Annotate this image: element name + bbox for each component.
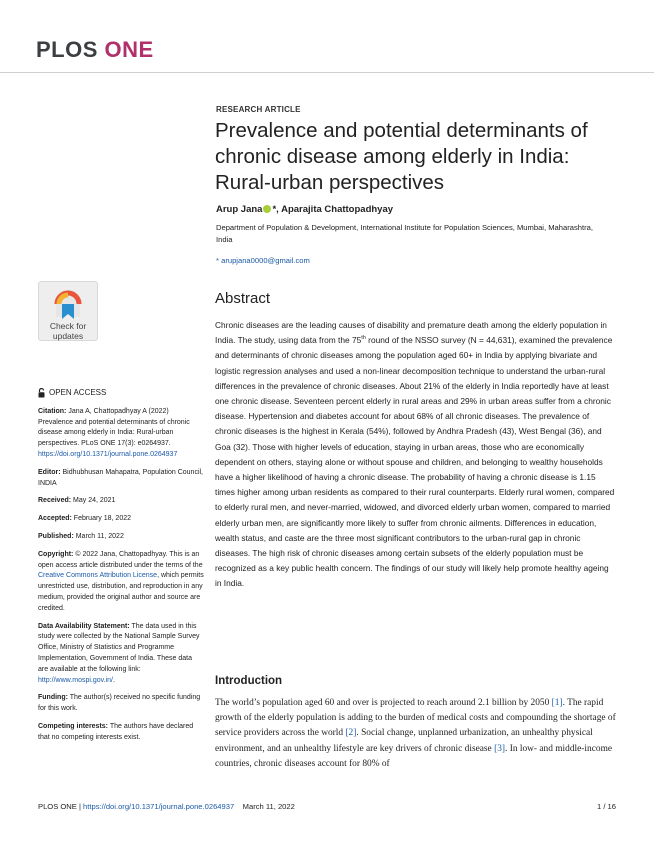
copyright-text-end: , which permits unrestricted use, distribution, and reproduction in any medium, provided the original author and source are credited.	[38, 572, 204, 612]
competing-interests-label: Competing interests:	[38, 722, 109, 730]
correspondence	[216, 256, 310, 265]
citation-text: Jana A, Chattopadhyay A (2022) Prevalence and potential determinants of chronic disease among elderly in India: Rural-urban perspectives. PLoS ONE 17(3): e0264937.	[38, 407, 190, 448]
author-name[interactable]: Arup Jana	[216, 204, 263, 215]
footer-journal: PLOS ONE	[38, 802, 77, 811]
competing-interests-text: The authors have declared that no competing interests exist.	[38, 722, 194, 741]
copyright-text: © 2022 Jana, Chattopadhyay. This is an open access article distributed under the terms of the	[38, 550, 203, 569]
open-access-label	[38, 388, 204, 399]
published-date: March 11, 2022	[73, 532, 124, 540]
logo-plos: PLOS	[36, 37, 98, 62]
introduction-heading: Introduction	[215, 675, 283, 687]
citation-label: Citation:	[38, 407, 67, 415]
published-block	[38, 532, 204, 543]
author-list	[216, 204, 393, 215]
orcid-icon[interactable]	[263, 205, 271, 213]
data-availability-end: .	[112, 676, 115, 684]
plos-one-logo[interactable]	[36, 37, 154, 63]
reference-link[interactable]: [3]	[494, 743, 506, 754]
received-block	[38, 496, 204, 507]
article-title: Prevalence and potential determinants of chronic disease among elderly in India: Rural-urban perspectives	[215, 119, 588, 194]
reference-link[interactable]: [1]	[551, 698, 563, 708]
copyright-label: Copyright:	[38, 550, 74, 558]
accepted-date: February 18, 2022	[71, 515, 131, 523]
email-link[interactable]: arupjana0000@gmail.com	[221, 256, 310, 265]
abstract-text-part1: Chronic diseases are the leading causes of disability and premature death among the elderly population in India. The study, using data from the 75	[215, 320, 607, 346]
published-label: Published:	[38, 532, 74, 540]
competing-interests-block	[38, 722, 204, 744]
citation-doi-link[interactable]: https://doi.org/10.1371/journal.pone.0264937	[38, 450, 178, 458]
article-info-sidebar	[38, 388, 204, 751]
affiliation: Department of Population & Development, International Institute for Population Sciences, Mumbai, Maharashtra, India	[216, 223, 593, 244]
check-for-updates-label-1: Check for	[49, 321, 87, 331]
copyright-block	[38, 550, 204, 615]
check-for-updates-icon	[53, 287, 83, 321]
article-type: RESEARCH ARTICLE	[216, 105, 301, 114]
received-date: May 24, 2021	[71, 497, 116, 505]
correspondence-marker: *	[216, 256, 219, 265]
footer-separator: |	[76, 802, 84, 811]
funding-text: The author(s) received no specific funding for this work.	[38, 694, 201, 713]
author-name[interactable]: Aparajita Chattopadhyay	[281, 204, 394, 215]
footer-doi-link[interactable]: https://doi.org/10.1371/journal.pone.0264937	[83, 802, 235, 811]
page-number: 1 / 16	[597, 802, 616, 811]
funding-block	[38, 693, 204, 715]
abstract-heading: Abstract	[215, 290, 271, 307]
intro-text-4: . In low- and middle-income countries, chronic diseases account for 80% of	[215, 743, 613, 769]
reference-link[interactable]: [2]	[345, 728, 357, 739]
accepted-block	[38, 514, 204, 525]
check-for-updates-label-2: updates	[52, 331, 84, 341]
introduction-text	[215, 696, 617, 772]
editor-block	[38, 468, 204, 490]
footer-date: March 11, 2022	[242, 802, 295, 811]
received-label: Received:	[38, 497, 72, 505]
license-link[interactable]: Creative Commons Attribution License	[38, 572, 158, 580]
editor-text: Bidhubhusan Mahapatra, Population Council, INDIA	[38, 468, 203, 487]
open-access-text: OPEN ACCESS	[49, 388, 107, 397]
check-for-updates-badge[interactable]	[38, 281, 98, 341]
abstract-superscript: th	[361, 335, 366, 342]
funding-label: Funding:	[38, 694, 68, 702]
intro-text-2: . The rapid growth of the elderly population is adding to the burden of medical costs and compounding the shortage of service providers across the world	[215, 698, 616, 739]
data-availability-text: The data used in this study were collected by the National Sample Survey Office, Ministry of Statistics and Programme Implementation, Government of India. These data are available at the following link:	[38, 622, 200, 673]
intro-text-3: . Social change, unplanned urbanization, an unhealthy physical environment, and an unhealthy lifestyle are key drivers of chronic disease	[215, 728, 593, 754]
intro-text-1: The world’s population aged 60 and over is projected to reach around 2.1 billion by 2050	[215, 698, 552, 708]
data-availability-label: Data Availability Statement:	[38, 622, 130, 630]
data-link[interactable]: http://www.mospi.gov.in/	[38, 676, 113, 684]
author-separator: ,	[276, 204, 282, 215]
header-divider	[0, 72, 654, 73]
page-footer	[38, 802, 616, 811]
abstract-text-part2: round of the NSSO survey (N = 44,631), examined the prevalence and determinants of chronic diseases among the population aged 60+ in India by applying bivariate and logistic regression analyses and used a non-linear decomposition technique to understand the urban-rural differences in the prevalence of chronic diseases. About 21% of the elderly in India reportedly have at least one chronic disease. Seventeen percent elderly in rural areas and 29% in urban areas suffer from a chronic disease. Hypertension and diabetes account for about 68% of all chronic diseases. The prevalence of chronic diseases is the highest in Kerala (54%), followed by Andhra Pradesh (43), West Bengal (36), and Goa (32). Those with higher levels of education, staying in urban areas, those who are economically dependent on others, staying alone or without spouse and children, and belonging to wealthy households have a higher likelihood of having a chronic disease. The probability of having a chronic disease is 1.15 times higher among urban residents as compared to their rural counterparts. Elderly rural women, compared to elderly rural men, and never-married, widowed, and divorced elderly urban women, compared to married elderly urban men, are significantly more likely to suffer from chronic ailments. Differences in education, wealth status, and caste are the three most significant contributors to the urban-rural gap in chronic diseases. The high risk of chronic diseases among certain subsets of the elderly population must be recognized as a key public health concern. The findings of our study will likely help promote healthy ageing in India.	[215, 335, 615, 589]
logo-one: ONE	[104, 37, 154, 62]
author-marker: *	[272, 204, 277, 215]
editor-label: Editor:	[38, 468, 61, 476]
data-availability-block	[38, 622, 204, 687]
abstract-text	[215, 318, 617, 592]
accepted-label: Accepted:	[38, 515, 72, 523]
open-access-lock-icon	[38, 388, 45, 398]
citation-block	[38, 407, 204, 461]
